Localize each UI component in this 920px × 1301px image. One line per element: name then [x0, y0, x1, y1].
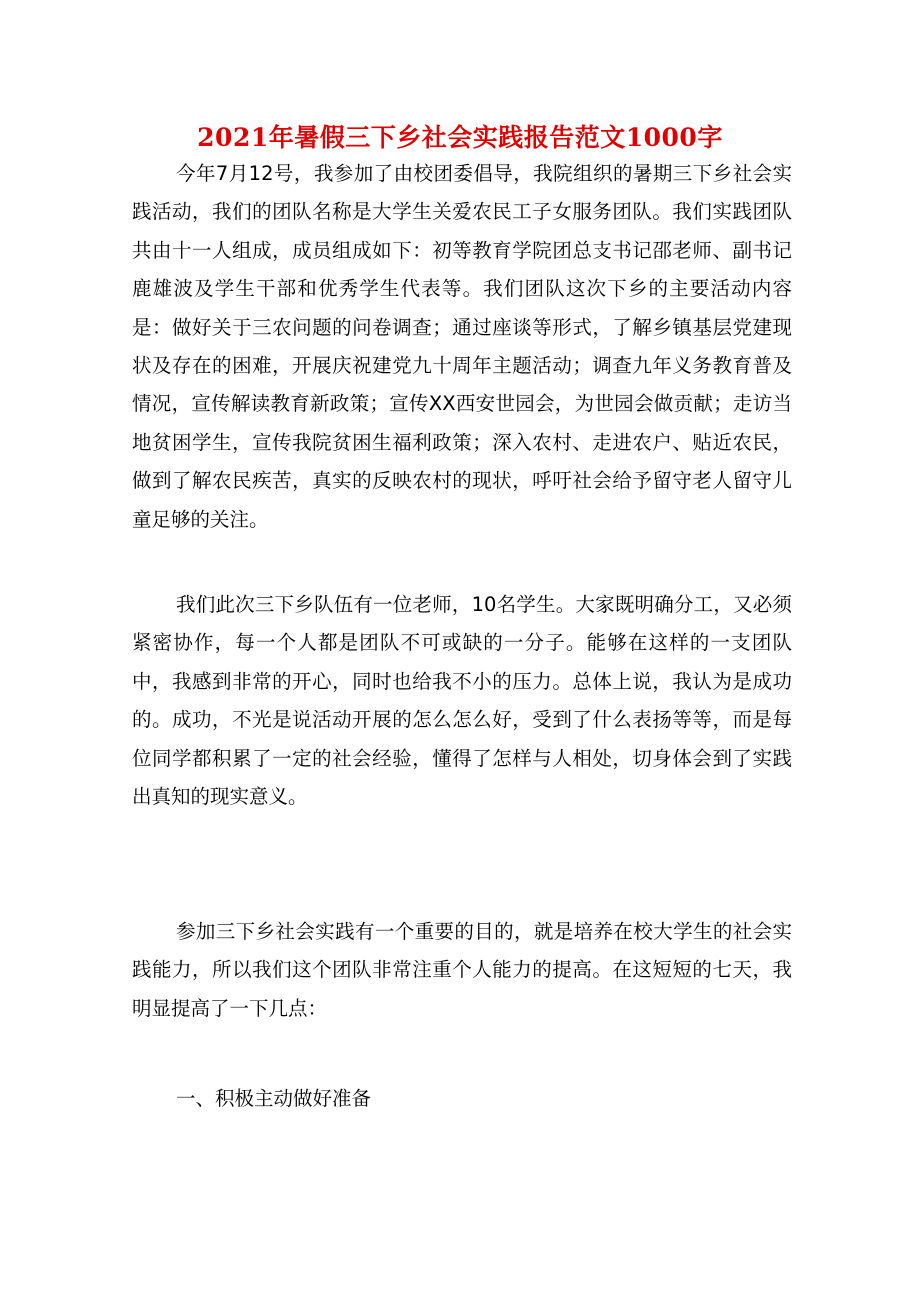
document-title: 2021年暑假三下乡社会实践报告范文1000字 — [197, 123, 723, 152]
paragraph-1: 今年7月12号，我参加了由校团委倡导，我院组织的暑期三下乡社会实践活动，我们的团队名称是大学生关爱农民工子女服务团队。我们实践团队共由十一人组成，成员组成如下：初等教育学院团总支书记邵老师、副书记鹿雄波及学生干部和优秀学生代表等。我们团队这次下乡的主要活动内容是：做好关于三农问题的问卷调查；通过座谈等形式，了解乡镇基层党建现状及存在的困难，开展庆祝建党九十周年主题活动；调查九年义务教育普及情况，宣传解读教育新政策；宣传XX西安世园会，为世园会做贡献；走访当地贫困学生，宣传我院贫困生福利政策；深入农村、走进农户、贴近农民，做到了解农民疾苦，真实的反映农村的现状，呼吁社会给予留守老人留守儿童足够的关注。 — [132, 162, 792, 531]
paragraph-2: 我们此次三下乡队伍有一位老师，10名学生。大家既明确分工，又必须紧密协作，每一个人都是团队不可或缺的一分子。能够在这样的一支团队中，我感到非常的开心，同时也给我不小的压力。总体上说，我认为是成功的。成功，不光是说活动开展的怎么怎么好，受到了什么表扬等等，而是每位同学都积累了一定的社会经验，懂得了怎样与人相处，切身体会到了实践出真知的现实意义。 — [132, 593, 792, 809]
paragraph-3: 参加三下乡社会实践有一个重要的目的，就是培养在校大学生的社会实践能力，所以我们这个团队非常注重个人能力的提高。在这短短的七天，我明显提高了一下几点： — [132, 920, 792, 1020]
section-heading: 一、积极主动做好准备 — [176, 1087, 372, 1110]
